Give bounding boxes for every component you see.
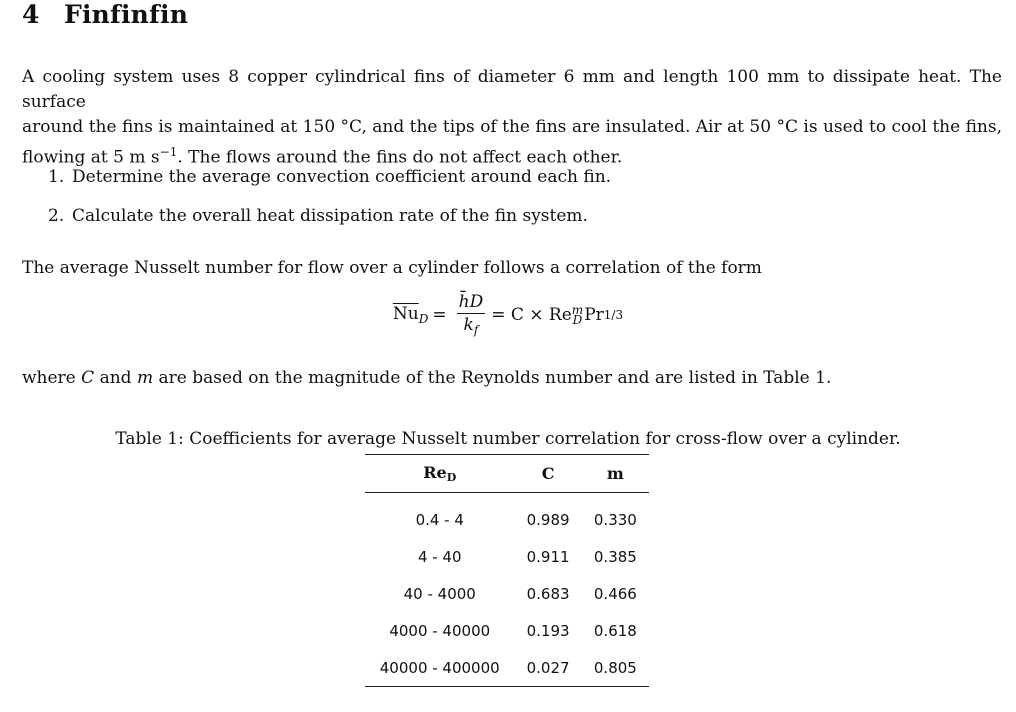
header-m: m	[582, 455, 649, 493]
header-reynolds-text: Re	[423, 463, 447, 482]
nusselt-equation	[0, 292, 1016, 337]
reynolds-exponent: m	[571, 302, 584, 317]
problem-statement	[22, 65, 1002, 171]
table-row	[365, 612, 649, 649]
nusselt-symbol	[393, 304, 428, 326]
cell-c: 0.989	[526, 510, 570, 529]
conductivity-symbol: k	[463, 315, 474, 335]
section-heading	[22, 0, 188, 29]
task-text: Calculate the overall heat dissipation rate of the fin system.	[72, 206, 588, 226]
cell-c: 0.683	[526, 584, 570, 603]
task-item-1	[48, 167, 611, 187]
cell-m: 0.385	[593, 547, 637, 566]
coefficients-table	[365, 454, 649, 687]
table-caption: Table 1: Coefficients for average Nusselt number correlation for cross-flow over a cylinder.	[115, 429, 901, 449]
table-row	[365, 538, 649, 575]
header-reynolds	[365, 455, 514, 493]
cell-m: 0.618	[593, 621, 637, 640]
cell-c: 0.027	[526, 658, 570, 677]
cell-m: 0.805	[593, 658, 637, 677]
cell-m: 0.466	[593, 584, 637, 603]
cell-re-range: 4 - 40	[417, 547, 462, 566]
cell-re-range: 4000 - 40000	[389, 621, 491, 640]
section-number: 4	[22, 0, 40, 29]
table-row	[365, 493, 649, 539]
header-c: C	[514, 455, 581, 493]
equals-sign: =	[432, 304, 447, 325]
fraction-numerator: h̄D	[458, 292, 484, 312]
cell-re-range: 40 - 4000	[403, 584, 476, 603]
nusselt-fraction	[457, 292, 486, 337]
correlation-intro: The average Nusselt number for flow over a cylinder follows a correlation of the form	[22, 258, 762, 278]
where-pre: where	[22, 368, 82, 388]
coefficient-m: m	[136, 368, 154, 388]
task-number: 2.	[48, 206, 65, 226]
prandtl-exponent: 1/3	[603, 307, 624, 322]
fraction-denominator	[464, 314, 479, 337]
task-text: Determine the average convection coefficient around each fin.	[72, 167, 612, 187]
nusselt-nu: $\overline{Nu}$	[392, 303, 419, 324]
cell-re-range: 0.4 - 4	[415, 510, 464, 529]
cell-c: 0.193	[526, 621, 570, 640]
where-post: are based on the magnitude of the Reynolds number and are listed in Table 1.	[153, 368, 832, 388]
reynolds-subscript: D	[572, 312, 583, 327]
table-row	[365, 575, 649, 612]
prandtl-symbol: Pr	[584, 304, 604, 325]
velocity-unit-exponent: −1	[159, 145, 178, 159]
statement-line-1: A cooling system uses 8 copper cylindrical fins of diameter 6 mm and length 100 mm to dissipate heat. The surface	[22, 67, 1002, 112]
task-item-2	[48, 206, 588, 226]
statement-line-2: around the fins is maintained at 150 °C, and the tips of the fins are insulated. Air at 50 °C is used to cool the fins,	[22, 117, 1002, 137]
section-title: Finfinfin	[64, 0, 189, 29]
where-and: and	[94, 368, 137, 388]
where-text	[22, 366, 1002, 391]
header-reynolds-subscript: D	[446, 471, 457, 484]
correlation-rhs: = C × Re	[491, 304, 572, 325]
table-header-row	[365, 455, 649, 493]
conductivity-subscript: f	[473, 323, 479, 337]
cell-re-range: 40000 - 400000	[379, 658, 500, 677]
coefficient-c: C	[81, 368, 95, 388]
cell-m: 0.330	[593, 510, 637, 529]
statement-line-3-start: flowing at 5 m s	[22, 147, 160, 168]
statement-line-3-end: . The flows around the fins do not affect each other.	[177, 147, 623, 168]
table-row	[365, 649, 649, 687]
nusselt-subscript: D	[418, 311, 429, 326]
reynolds-indices	[571, 302, 584, 327]
task-number: 1.	[48, 167, 65, 187]
cell-c: 0.911	[526, 547, 570, 566]
